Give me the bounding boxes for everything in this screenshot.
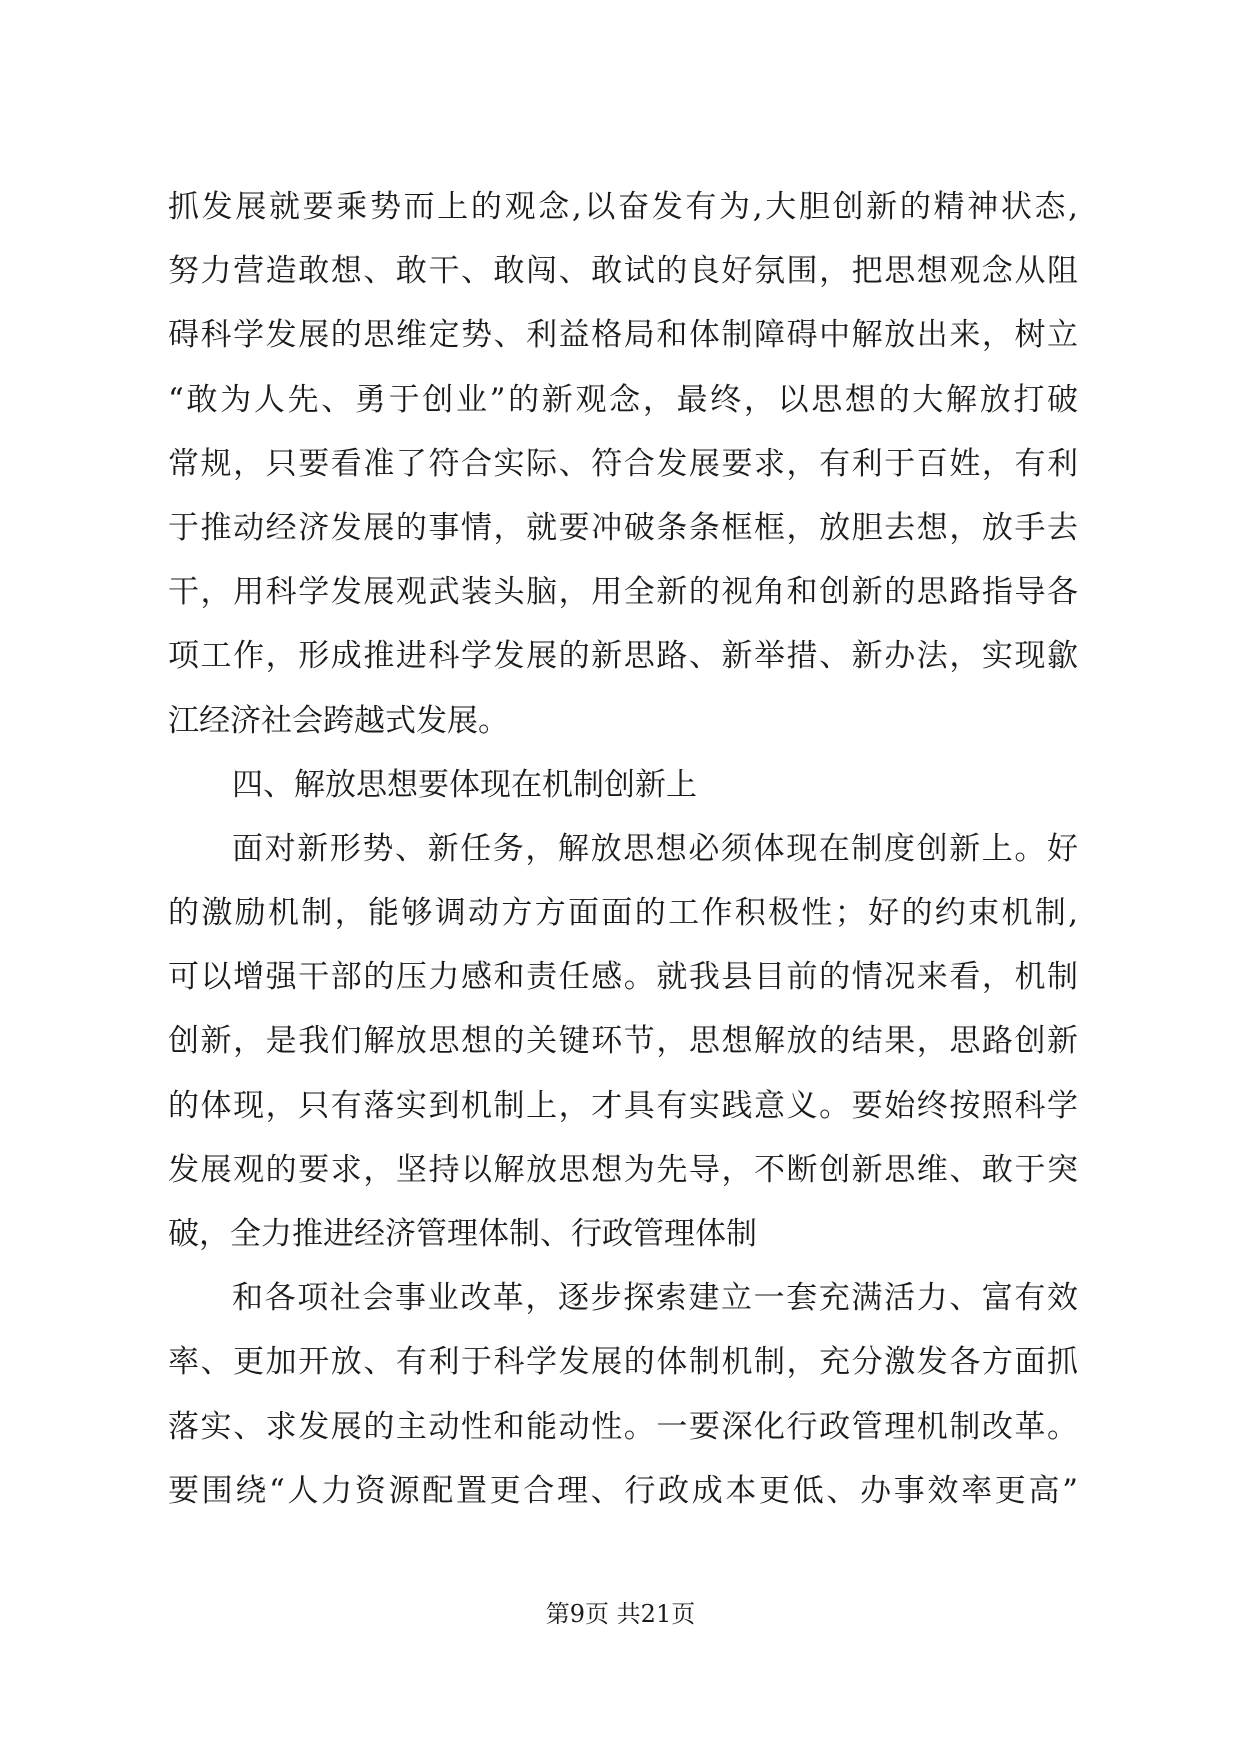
- body-text: [168, 175, 1078, 1523]
- text-line: 努力营造敢想、敢干、敢闯、敢试的良好氛围，把思想观念从阻: [168, 253, 1078, 290]
- text-line: 破，全力推进经济管理体制、行政管理体制: [168, 1216, 757, 1252]
- text-line: 碍科学发展的思维定势、利益格局和体制障碍中解放出来，树立: [168, 317, 1078, 354]
- text-line: 面对新形势、新任务，解放思想必须体现在制度创新上。好: [232, 830, 1078, 867]
- text-line: 要围绕“人力资源配置更合理、行政成本更低、办事效率更高”: [168, 1472, 1078, 1509]
- text-line: 可以增强干部的压力感和责任感。就我县目前的情况来看，机制: [168, 959, 1078, 996]
- text-line: 的激励机制，能够调动方方面面的工作积极性；好的约束机制,: [168, 895, 1078, 932]
- section-heading: 四、解放思想要体现在机制创新上: [232, 766, 697, 803]
- text-line: 项工作，形成推进科学发展的新思路、新举措、新办法，实现歙: [168, 638, 1078, 675]
- text-line: 抓发展就要乘势而上的观念,以奋发有为,大胆创新的精神状态,: [168, 189, 1078, 225]
- text-line: “敢为人先、勇于创业”的新观念，最终，以思想的大解放打破: [168, 381, 1078, 418]
- text-line: 发展观的要求，坚持以解放思想为先导，不断创新思维、敢于突: [168, 1151, 1078, 1188]
- text-line: 创新，是我们解放思想的关键环节，思想解放的结果，思路创新: [168, 1023, 1078, 1060]
- text-line: 于推动经济发展的事情，就要冲破条条框框，放胆去想，放手去: [168, 509, 1078, 546]
- text-line: 率、更加开放、有利于科学发展的体制机制，充分激发各方面抓: [168, 1344, 1078, 1381]
- text-line: 常规，只要看准了符合实际、符合发展要求，有利于百姓，有利: [168, 445, 1078, 482]
- text-line: 的体现，只有落实到机制上，才具有实践意义。要始终按照科学: [168, 1087, 1078, 1124]
- page-number-footer: 第9页 共21页: [545, 1600, 696, 1628]
- text-line: 干，用科学发展观武装头脑，用全新的视角和创新的思路指导各: [168, 574, 1078, 611]
- text-line: 和各项社会事业改革，逐步探索建立一套充满活力、富有效: [232, 1280, 1078, 1317]
- text-line: 落实、求发展的主动性和能动性。一要深化行政管理机制改革。: [168, 1408, 1078, 1445]
- text-line: 江经济社会跨越式发展。: [168, 702, 509, 739]
